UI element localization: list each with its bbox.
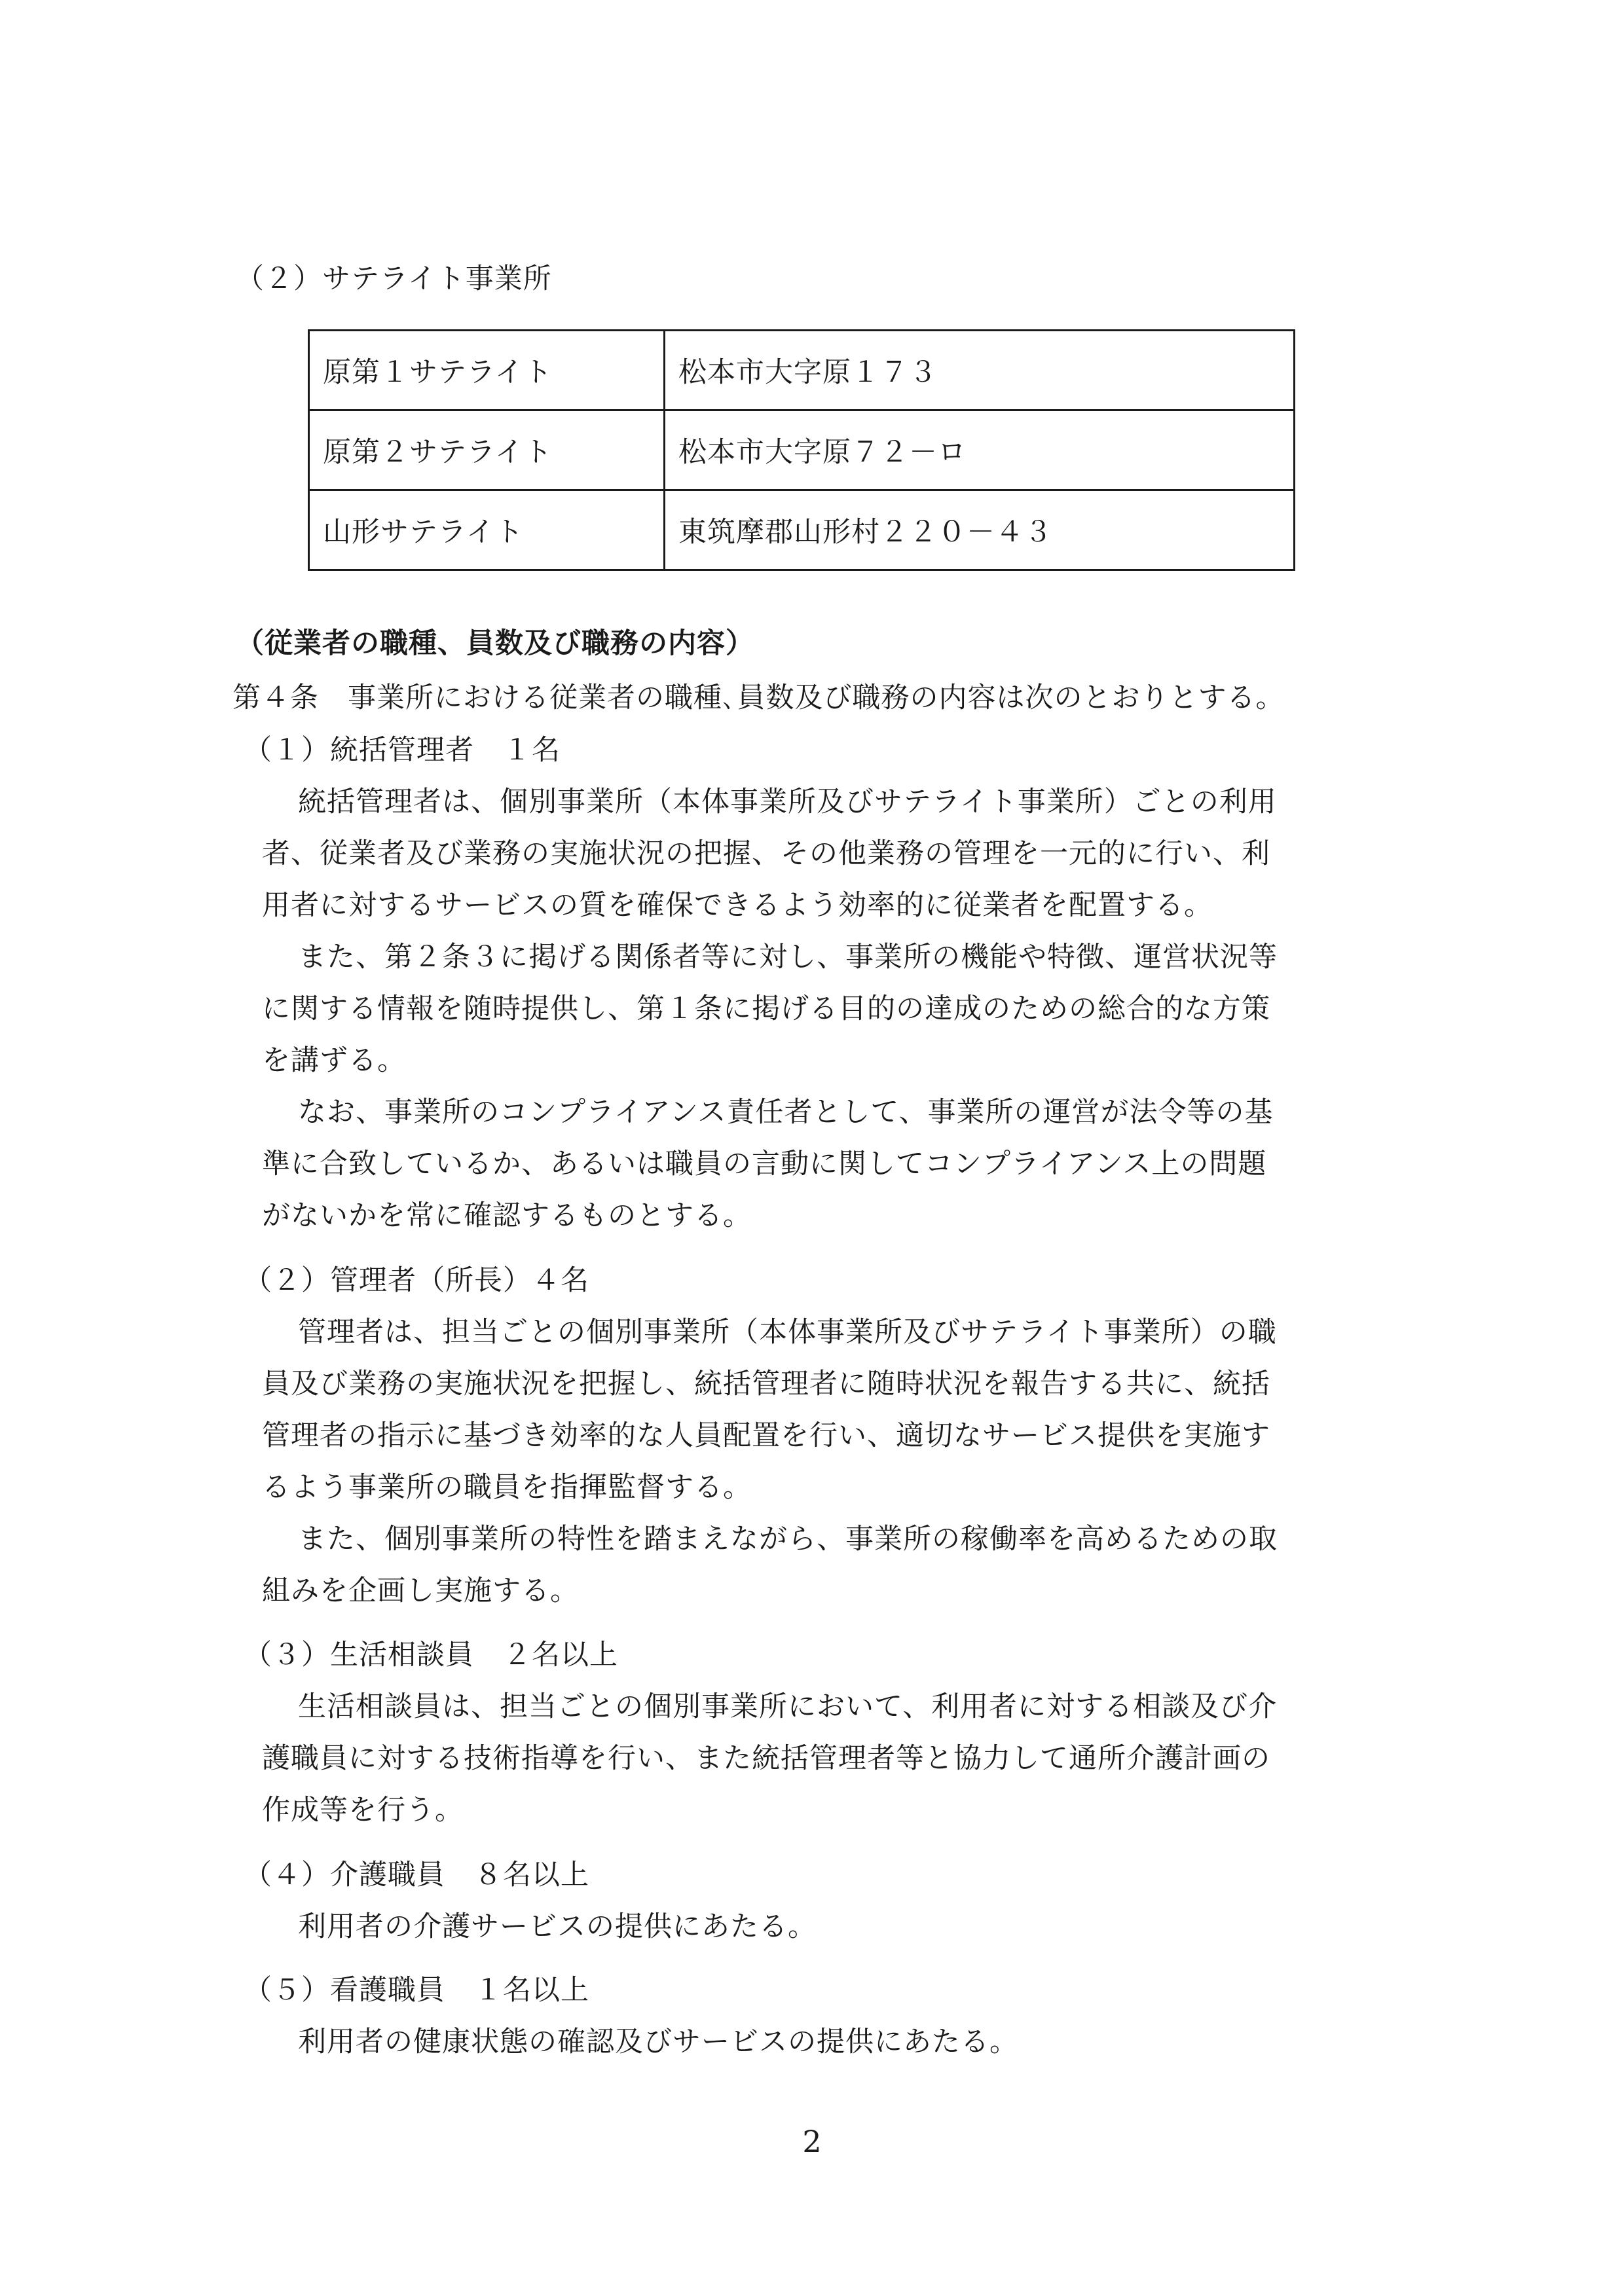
paragraph-line: また、個別事業所の特性を踏まえながら、事業所の稼働率を高めるための取 (298, 1523, 1278, 1556)
paragraph-line: また、第２条３に掲げる関係者等に対し、事業所の機能や特徴、運営状況等 (298, 941, 1278, 974)
satellite-name: 原第２サテライト (309, 410, 665, 490)
item-heading-manager: （２）管理者（所長）４名 (244, 1264, 589, 1297)
paragraph-line: なお、事業所のコンプライアンス責任者として、事業所の運営が法令等の基 (298, 1096, 1274, 1129)
paragraph-line: るよう事業所の職員を指揮監督する。 (262, 1471, 752, 1504)
satellite-name: 原第１サテライト (309, 331, 665, 410)
item-heading-care-staff: （４）介護職員 ８名以上 (244, 1859, 589, 1891)
paragraph-line: 用者に対するサービスの質を確保できるよう効率的に従業者を配置する。 (262, 889, 1213, 922)
item-heading-nursing-staff: （５）看護職員 １名以上 (244, 1974, 589, 2007)
item-heading-general-manager: （１）統括管理者 １名 (244, 734, 561, 767)
table-row (309, 331, 1295, 410)
paragraph-line: に関する情報を随時提供し、第１条に掲げる目的の達成のための総合的な方策 (262, 993, 1270, 1025)
paragraph-line: 者、従業者及び業務の実施状況の把握、その他業務の管理を一元的に行い、利 (262, 837, 1270, 870)
paragraph-line: 準に合致しているか、あるいは職員の言動に関してコンプライアンス上の問題 (262, 1148, 1267, 1180)
page-number: 2 (802, 2124, 822, 2159)
paragraph-line: 統括管理者は、個別事業所（本体事業所及びサテライト事業所）ごとの利用 (298, 786, 1277, 818)
paragraph-line: を講ずる。 (262, 1044, 406, 1077)
article-title: （従業者の職種、員数及び職務の内容） (236, 627, 754, 660)
paragraph-line: 作成等を行う。 (262, 1794, 464, 1827)
paragraph-line: 管理者の指示に基づき効率的な人員配置を行い、適切なサービス提供を実施す (262, 1419, 1270, 1452)
satellite-name: 山形サテライト (309, 490, 665, 570)
paragraph-line: 護職員に対する技術指導を行い、また統括管理者等と協力して通所介護計画の (262, 1742, 1270, 1775)
table-row (309, 490, 1295, 570)
table-row (309, 410, 1295, 490)
satellite-address: 松本市大字原７２－ロ (665, 410, 1295, 490)
satellite-address: 松本市大字原１７３ (665, 331, 1295, 410)
paragraph-line: 員及び業務の実施状況を把握し、統括管理者に随時状況を報告する共に、統括 (262, 1368, 1270, 1400)
satellite-address: 東筑摩郡山形村２２０－４３ (665, 490, 1295, 570)
paragraph-line: 利用者の介護サービスの提供にあたる。 (298, 1910, 817, 1943)
section-heading-satellite-offices: （２）サテライト事業所 (236, 263, 552, 295)
satellite-offices-table (308, 329, 1295, 571)
paragraph-line: がないかを常に確認するものとする。 (262, 1199, 752, 1232)
item-heading-life-counselor: （３）生活相談員 ２名以上 (244, 1639, 618, 1671)
paragraph-line: 生活相談員は、担当ごとの個別事業所において、利用者に対する相談及び介 (298, 1690, 1278, 1723)
paragraph-line: 管理者は、担当ごとの個別事業所（本体事業所及びサテライト事業所）の職 (298, 1316, 1277, 1349)
paragraph-line: 組みを企画し実施する。 (262, 1575, 579, 1607)
article-intro: 第４条 事業所における従業者の職種､員数及び職務の内容は次のとおりとする。 (232, 682, 1285, 714)
paragraph-line: 利用者の健康状態の確認及びサービスの提供にあたる。 (298, 2026, 1018, 2058)
